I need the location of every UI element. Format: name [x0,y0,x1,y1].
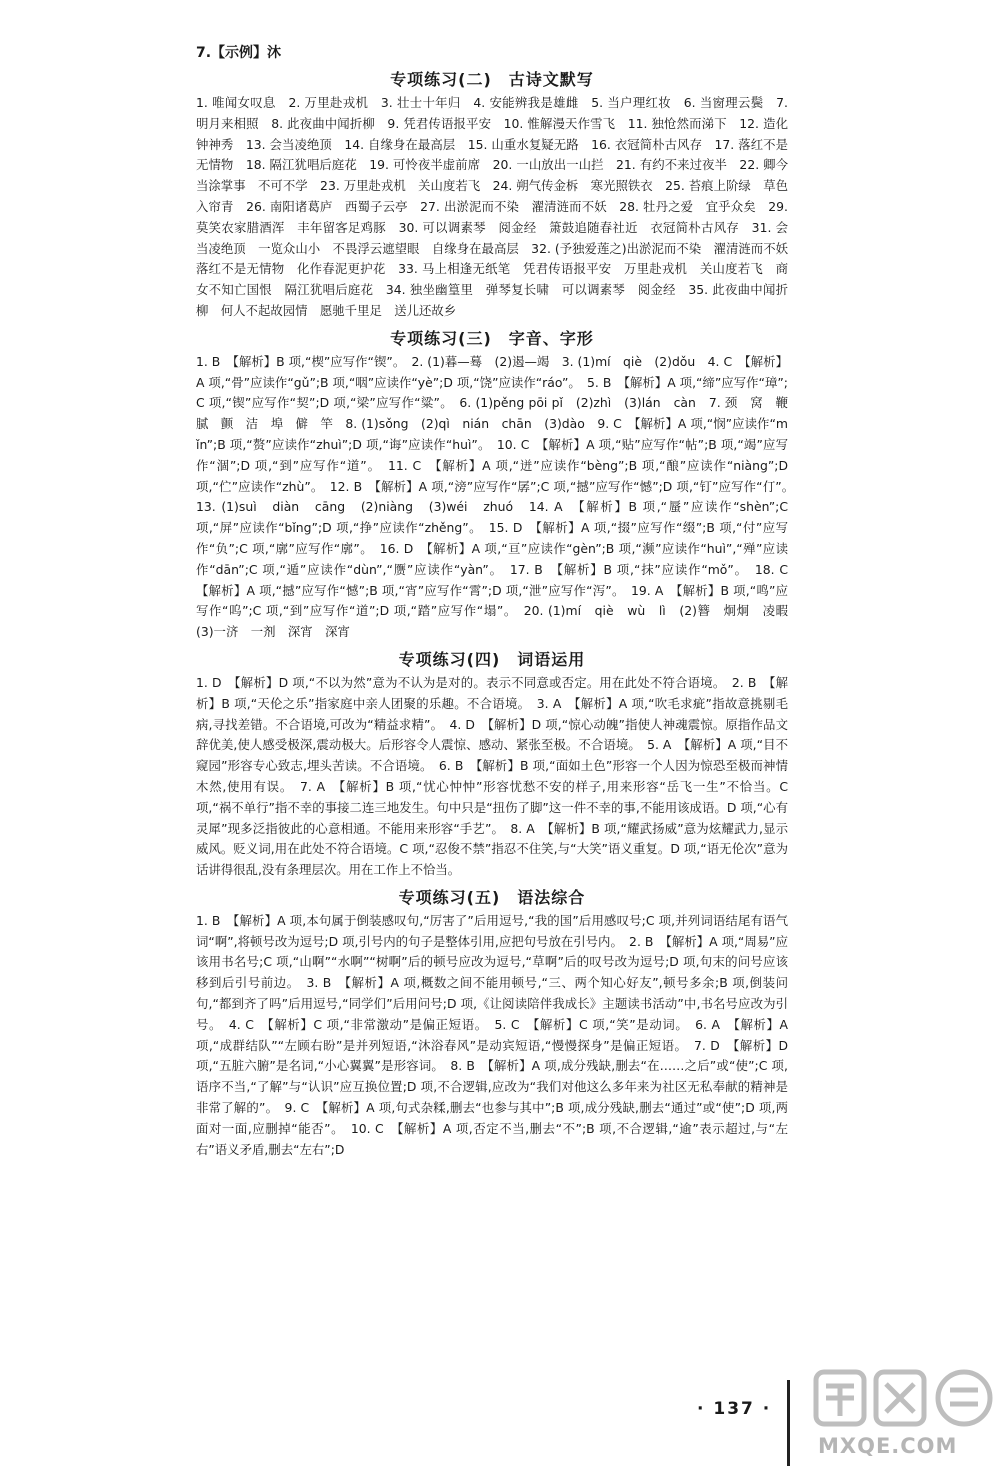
page-edge-line [787,1380,790,1466]
section-title: 专项练习(二) 古诗文默写 [390,70,594,89]
answer-page [196,44,801,1160]
section-title: 专项练习(三) 字音、字形 [390,328,594,348]
section-4 [196,647,788,881]
intro-line: 7.【示例】沐 [196,45,282,61]
section-2 [196,67,801,322]
section-title: 专项练习(五) 语法综合 [398,887,586,907]
page-number: · 137 · [697,1399,772,1419]
section-body: 1. D 【解析】D 项,“不以为然”意为不认为是对的。表示不同意或否定。用在此处不符合语境。 2. B 【解析】B 项,“天伦之乐”指家庭中亲人团聚的乐趣。不合语境。 3. A 【解析】A 项,“吹毛求疵”指故意挑剔毛病,寻找差错。不合语境,可改为“精益求精”。 4. D 【解析】D 项,“惊心动魄”指使人神魂震惊。原指作品文辞优美,使人感受极深,震动极大。后形容令人震惊、感动、紧张至极。不合语境。 5. A 【解析】A 项,“目不窥园”形容专心致志,埋头苦读。不合语境。 6. B 【解析】B 项,“面如土色”形容一个人因为惊恐至极而神情木然,使用有误。 7. A 【解析】B 项,“忧心忡忡”形容忧愁不安的样子,用来形容“岳飞一生”不恰当。C 项,“祸不单行”指不幸的事接二连三地发生。句中只是“扭伤了脚”这一件不幸的事,不能用该成语。D 项,“心有灵犀”现多泛指彼此的心意相通。不能用来形容“手艺”。 8. A 【解析】B 项,“耀武扬威”意为炫耀武力,显示威风。贬义词,用在此处不符合语境。C 项,“忍俊不禁”指忍不住笑,与“大笑”语义重复。D 项,“语无伦次”意为话讲得很乱,没有条理层次。用在工作上不恰当。 [196,674,788,878]
section-3 [196,326,801,643]
section-body: 1. 唯闻女叹息 2. 万里赴戎机 3. 壮士十年归 4. 安能辨我是雄雌 5. 当户理红妆 6. 当窗理云鬓 7. 明月来相照 8. 此夜曲中闻折柳 9. 凭君传语报平安 10. 惟解漫天作雪飞 11. 独怆然而涕下 12. 造化钟神秀 13. 会当凌绝顶 14. 自缘身在最高层 15. 山重水复疑无路 16. 衣冠简朴古风存 17. 落红不是无情物 18. 隔江犹唱后庭花 19. 可怜夜半虚前席 20. 一山放出一山拦 21. 有约不来过夜半 22. 卿今当涂掌事 不可不学 23. 万里赴戎机 关山度若飞 24. 朔气传金柝 寒光照铁衣 25. 苔痕上阶绿 草色入帘青 26. 南阳诸葛庐 西蜀子云亭 27. 出淤泥而不染 濯清涟而不妖 28. 牡丹之爱 宜乎众矣 29. 莫笑农家腊酒浑 丰年留客足鸡豚 30. 可以调素琴 阅金经 箫鼓追随春社近 衣冠简朴古风存 31. 会当凌绝顶 一览众山小 不畏浮云遮望眼 自缘身在最高层 32. (予独爱莲之)出淤泥而不染 濯清涟而不妖 落红不是无情物 化作春泥更护花 33. 马上相逢无纸笔 凭君传语报平安 万里赴戎机 关山度若飞 商女不知亡国恨 隔江犹唱后庭花 34. 独坐幽篁里 弹琴复长啸 可以调素琴 阅金经 35. 此夜曲中闻折柳 何人不起故园情 愿驰千里足 送儿还故乡 [196,95,801,318]
watermark [812,1368,998,1468]
watermark-logo-icon [812,1368,998,1432]
section-body: 1. B 【解析】B 项,“楔”应写作“锲”。 2. (1)暮—蓦 (2)遏—竭 3. (1)mí qiè (2)dǒu 4. C 【解析】A 项,“骨”应读作“gǔ”;B 项,“咽”应读作“yè”;D 项,“饶”应读作“ráo”。 5. B 【解析】A 项,“缔”应写作“璋”;C 项,“锲”应写作“契”;D 项,“梁”应写作“粱”。 6. (1)pěng pōi pǐ (2)zhì (3)lán càn 7. 颈 窝 鞭 腻 颤 洁 埠 僻 竿 8. (1)sǒng (2)qì nián chān (3)dào 9. C 【解析】A 项,“悯”应读作“mǐn”;B 项,“赘”应读作“zhuì”;D 项,“诲”应读作“huì”。 10. C 【解析】A 项,“贴”应写作“帖”;B 项,“竭”应写作“涸”;D 项,“到”应写作“道”。 11. C 【解析】A 项,“迸”应读作“bèng”;B 项,“酿”应读作“niàng”;D 项,“伫”应读作“zhù”。 12. B 【解析】A 项,“滂”应写作“孱”;C 项,“撼”应写作“憾”;D 项,“钉”应写作“仃”。 13. (1)suì diàn cāng (2)niàng (3)wéi zhuó 14. A 【解析】B 项,“蜃”应读作“shèn”;C 项,“屏”应读作“bǐng”;D 项,“挣”应读作“zhěng”。 15. D 【解析】A 项,“掇”应写作“缀”;B 项,“付”应写作“负”;C 项,“廓”应写作“廓”。 16. D 【解析】A 项,“亘”应读作“gèn”;B 项,“濒”应读作“huì”,“殚”应读作“dān”;C 项,“遁”应读作“dùn”,“赝”应读作“yàn”。 17. B 【解析】B 项,“抹”应读作“mǒ”。 18. C 【解析】A 项,“撼”应写作“憾”;B 项,“宵”应写作“霄”;D 项,“泄”应写作“泻”。 19. A 【解析】B 项,“鸣”应写作“呜”;C 项,“到”应写作“道”;D 项,“踏”应写作“塌”。 20. (1)mí qiè wù lì (2)簪 炯炯 凌暇 (3)一济 一剂 深宵 深宵 [196,353,801,640]
watermark-url: MXQE.COM [818,1434,958,1458]
section-5 [196,885,788,1161]
section-title: 专项练习(四) 词语运用 [398,649,586,669]
section-body: 1. B 【解析】A 项,本句属于倒装感叹句,“厉害了”后用逗号,“我的国”后用感叹号;C 项,并列词语结尾有语气词“啊”,将顿号改为逗号;D 项,引号内的句子是整体引用,应把句号放在引号内。 2. B 【解析】A 项,“周易”应该用书名号;C 项,“山啊”“水啊”“树啊”后的顿号应改为逗号,“草啊”后的叹号改为逗号;D 项,句末的问号应该移到后引号前边。 3. B 【解析】A 项,概数之间不能用顿号,“三、两个知心好友”,顿号多余;B 项,倒装问句,“都到齐了吗”后用逗号,“同学们”后用问号;D 项,《让阅读陪伴我成长》主题读书活动”中,书名号应改为引号。 4. C 【解析】C 项,“非常激动”是偏正短语。 5. C 【解析】C 项,“笑”是动词。 6. A 【解析】A 项,“成群结队”“左顾右盼”是并列短语,“沐浴春风”是动宾短语,“慢慢探身”是偏正短语。 7. D 【解析】D 项,“五脏六腑”是名词,“小心翼翼”是形容词。 8. B 【解析】A 项,成分残缺,删去“在……之后”或“使”;C 项,语序不当,“了解”与“认识”应互换位置;D 项,不合逻辑,应改为“我们对他这么多年来为社区无私奉献的精神是非常了解的”。 9. C 【解析】A 项,句式杂糅,删去“也参与其中”;B 项,成分残缺,删去“通过”或“使”;D 项,两面对一面,应删掉“能否”。 10. C 【解析】A 项,否定不当,删去“不”;B 项,不合逻辑,“逾”表示超过,与“左右”语义矛盾,删去“左右”;D [196,912,788,1157]
